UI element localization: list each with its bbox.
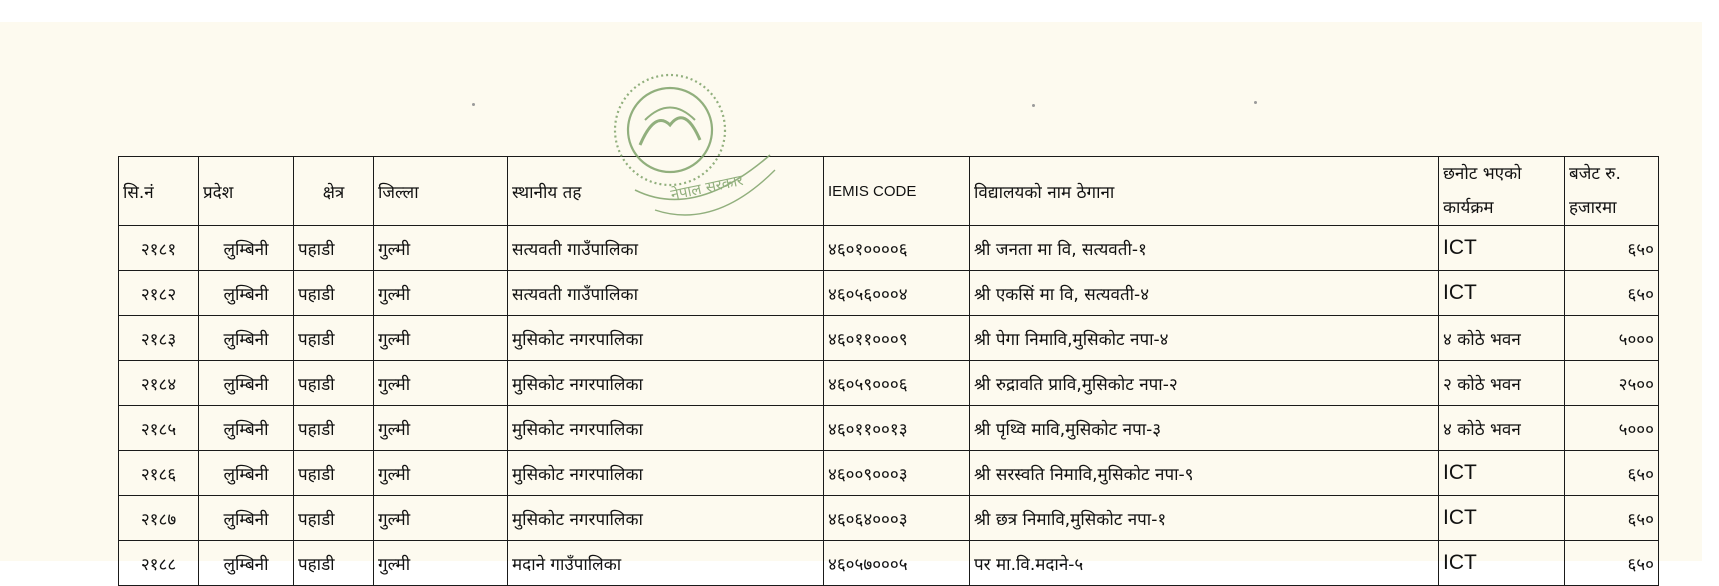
scan-speck [1032,104,1035,107]
cell-sn: २१८६ [119,451,199,496]
cell-program: २ कोठे भवन [1439,361,1565,406]
header-sn: सि.नं [119,157,199,226]
header-budget [1565,157,1659,226]
cell-school: श्री छत्र निमावि,मुसिकोट नपा-१ [970,496,1439,541]
cell-program: ICT [1439,541,1565,586]
header-iemis-code: IEMIS CODE [824,157,970,226]
header-budget-line2: हजारमा [1569,198,1617,218]
cell-budget: ६५० [1565,541,1659,586]
table-row [119,496,1659,541]
cell-budget: ६५० [1565,271,1659,316]
cell-iemis-code: ४६०६४०००३ [824,496,970,541]
cell-province: लुम्बिनी [199,406,294,451]
cell-school: श्री सरस्वति निमावि,मुसिकोट नपा-९ [970,451,1439,496]
cell-budget: ५००० [1565,316,1659,361]
cell-budget: ५००० [1565,406,1659,451]
table-row [119,451,1659,496]
cell-local-level: मुसिकोट नगरपालिका [508,496,824,541]
cell-local-level: मुसिकोट नगरपालिका [508,451,824,496]
table-header-row [119,157,1659,226]
cell-region: पहाडी [294,541,374,586]
header-program-line1: छनोट भएको [1443,164,1522,184]
table-body [119,226,1659,586]
cell-sn: २१८८ [119,541,199,586]
cell-program: ४ कोठे भवन [1439,406,1565,451]
scan-speck [1254,101,1257,104]
cell-province: लुम्बिनी [199,361,294,406]
table-row [119,271,1659,316]
stamp-text: नेपाल सरकार [669,171,745,204]
cell-region: पहाडी [294,496,374,541]
cell-local-level: मुसिकोट नगरपालिका [508,316,824,361]
cell-district: गुल्मी [374,541,508,586]
cell-iemis-code: ४६०१००००६ [824,226,970,271]
cell-sn: २१८७ [119,496,199,541]
cell-sn: २१८२ [119,271,199,316]
cell-program: ICT [1439,451,1565,496]
cell-sn: २१८१ [119,226,199,271]
cell-region: पहाडी [294,271,374,316]
cell-local-level: मुसिकोट नगरपालिका [508,406,824,451]
cell-sn: २१८३ [119,316,199,361]
header-program [1439,157,1565,226]
cell-district: गुल्मी [374,316,508,361]
school-budget-table [118,156,1659,586]
cell-province: लुम्बिनी [199,496,294,541]
cell-budget: ६५० [1565,451,1659,496]
cell-budget: २५०० [1565,361,1659,406]
header-region: क्षेत्र [294,157,374,226]
cell-region: पहाडी [294,406,374,451]
cell-school: श्री जनता मा वि, सत्यवती-१ [970,226,1439,271]
cell-sn: २१८४ [119,361,199,406]
header-province: प्रदेश [199,157,294,226]
table-row [119,406,1659,451]
table-row [119,316,1659,361]
cell-program: ICT [1439,226,1565,271]
cell-school: श्री एकसिं मा वि, सत्यवती-४ [970,271,1439,316]
cell-region: पहाडी [294,316,374,361]
cell-district: गुल्मी [374,406,508,451]
paper-margin [1702,22,1719,561]
cell-school: पर मा.वि.मदाने-५ [970,541,1439,586]
cell-iemis-code: ४६०११०००९ [824,316,970,361]
cell-local-level: मदाने गाउँपालिका [508,541,824,586]
cell-local-level: सत्यवती गाउँपालिका [508,271,824,316]
cell-program: ४ कोठे भवन [1439,316,1565,361]
header-district: जिल्ला [374,157,508,226]
table-row [119,361,1659,406]
cell-program: ICT [1439,271,1565,316]
cell-district: गुल्मी [374,496,508,541]
cell-iemis-code: ४६०११००१३ [824,406,970,451]
cell-province: लुम्बिनी [199,271,294,316]
table-row [119,541,1659,586]
header-school: विद्यालयको नाम ठेगाना [970,157,1439,226]
header-local-level: स्थानीय तह [508,157,824,226]
cell-region: पहाडी [294,451,374,496]
cell-province: लुम्बिनी [199,316,294,361]
cell-sn: २१८५ [119,406,199,451]
scan-speck [472,103,475,106]
cell-local-level: सत्यवती गाउँपालिका [508,226,824,271]
cell-iemis-code: ४६०५६०००४ [824,271,970,316]
cell-province: लुम्बिनी [199,226,294,271]
cell-province: लुम्बिनी [199,451,294,496]
cell-local-level: मुसिकोट नगरपालिका [508,361,824,406]
header-program-line2: कार्यक्रम [1443,198,1494,218]
cell-iemis-code: ४६००९०००३ [824,451,970,496]
cell-budget: ६५० [1565,226,1659,271]
cell-district: गुल्मी [374,226,508,271]
cell-budget: ६५० [1565,496,1659,541]
cell-district: गुल्मी [374,361,508,406]
cell-iemis-code: ४६०५७०००५ [824,541,970,586]
cell-school: श्री पेगा निमावि,मुसिकोट नपा-४ [970,316,1439,361]
cell-program: ICT [1439,496,1565,541]
table-row [119,226,1659,271]
cell-school: श्री रुद्रावति प्रावि,मुसिकोट नपा-२ [970,361,1439,406]
cell-region: पहाडी [294,226,374,271]
cell-district: गुल्मी [374,271,508,316]
cell-iemis-code: ४६०५९०००६ [824,361,970,406]
cell-school: श्री पृथ्वि मावि,मुसिकोट नपा-३ [970,406,1439,451]
header-budget-line1: बजेट रु. [1569,164,1621,184]
cell-district: गुल्मी [374,451,508,496]
cell-region: पहाडी [294,361,374,406]
cell-province: लुम्बिनी [199,541,294,586]
